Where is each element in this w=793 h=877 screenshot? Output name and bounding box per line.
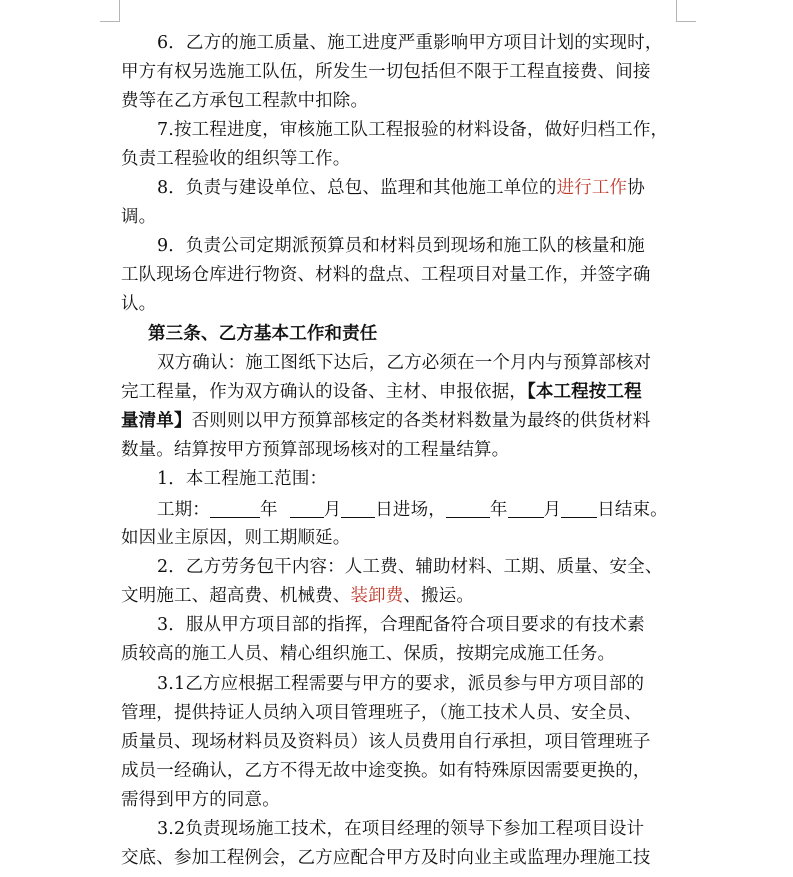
day-label: 日进场，: [375, 500, 446, 520]
paragraph-line: [121, 411, 651, 431]
bold-text: 【本工程按工程: [526, 382, 642, 402]
year-label: 年: [259, 500, 278, 520]
year-label: 年: [489, 500, 508, 520]
paragraph-line: 如因业主原因，则工期顺延。: [121, 528, 351, 548]
paragraph-line: 管理，提供持证人员纳入项目管理班子，（施工技术人员、安全员、: [121, 703, 642, 723]
paragraph-line: 质较高的施工人员、精心组织施工、保质，按期完成施工任务。: [121, 644, 616, 664]
margin-mark-right-vertical: [676, 0, 677, 22]
margin-mark-left-horizontal: [100, 21, 120, 22]
schedule-label: 工期：: [157, 500, 210, 520]
paragraph-line: 双方确认：施工图纸下达后，乙方必须在一个月内与预算部核对: [157, 353, 652, 373]
text-span: 8．负责与建设单位、总包、监理和其他施工单位的: [157, 178, 557, 198]
fill-blank: [290, 499, 324, 518]
paragraph-line: 7.按工程进度，审核施工队工程报验的材料设备，做好归档工作，: [157, 120, 669, 140]
paragraph-line: 3．服从甲方项目部的指挥，合理配备符合项目要求的有技术素: [157, 615, 645, 635]
paragraph-line: 6．乙方的施工质量、施工进度严重影响甲方项目计划的实现时，: [157, 33, 663, 53]
fill-blank: [210, 499, 260, 518]
paragraph-line: 质量员、现场材料员及资料员）该人员费用自行承担，项目管理班子: [121, 732, 651, 752]
paragraph-line: 3.2负责现场施工技术，在项目经理的领导下参加工程项目设计: [157, 819, 645, 839]
fill-blank: [508, 499, 544, 518]
paragraph-line: 费等在乙方承包工程款中扣除。: [121, 91, 369, 111]
schedule-line: [157, 499, 668, 520]
paragraph-line: 负责工程验收的组织等工作。: [121, 149, 351, 169]
paragraph-line: 成员一经确认，乙方不得无故中途变换。如有特殊原因需要更换的，: [121, 761, 651, 781]
fill-blank: [446, 499, 490, 518]
text-span: 文明施工、超高费、机械费、: [121, 586, 351, 606]
paragraph-line: 3.1乙方应根据工程需要与甲方的要求，派员参与甲方项目部的: [157, 674, 645, 694]
paragraph-line: [121, 586, 474, 606]
text-span: 、搬运。: [403, 586, 475, 606]
paragraph-line-8: [157, 178, 645, 198]
text-span: 完工程量，作为双方确认的设备、主材、申报依据，: [121, 382, 527, 402]
bold-text: 量清单】: [121, 411, 192, 431]
paragraph-line: 工队现场仓库进行物资、材料的盘点、工程项目对量工作，并签字确: [121, 265, 651, 285]
paragraph-line: 认。: [121, 294, 157, 314]
paragraph-line: 甲方有权另选施工队伍，所发生一切包括但不限于工程直接费、间接: [121, 62, 651, 82]
paragraph-line: 调。: [121, 207, 157, 227]
margin-mark-left-vertical: [119, 0, 120, 22]
fill-blank: [341, 499, 375, 518]
fill-blank: [561, 499, 597, 518]
paragraph-line: 数量。结算按甲方预算部现场核对的工程量结算。: [121, 440, 510, 460]
text-span: 否则则以甲方预算部核定的各类材料数量为最终的供货材料: [191, 411, 651, 431]
highlighted-text: 进行工作: [556, 178, 628, 198]
highlighted-text: 装卸费: [350, 586, 404, 606]
paragraph-line: 9．负责公司定期派预算员和材料员到现场和施工队的核量和施: [157, 236, 645, 256]
paragraph-line: 交底、参加工程例会，乙方应配合甲方及时向业主或监理办理施工技: [121, 848, 651, 868]
month-label: 月: [543, 500, 562, 520]
paragraph-line: 需得到甲方的同意。: [121, 790, 280, 810]
margin-mark-right-horizontal: [676, 21, 696, 22]
paragraph-line: [121, 382, 642, 402]
month-label: 月: [323, 500, 342, 520]
text-span: 协: [627, 178, 645, 198]
paragraph-line: 2．乙方劳务包干内容：人工费、辅助材料、工期、质量、安全、: [157, 557, 663, 577]
paragraph-line: 1．本工程施工范围：: [157, 469, 328, 489]
day-label: 日结束。: [597, 500, 668, 520]
section-heading: 第三条、乙方基本工作和责任: [148, 324, 378, 344]
